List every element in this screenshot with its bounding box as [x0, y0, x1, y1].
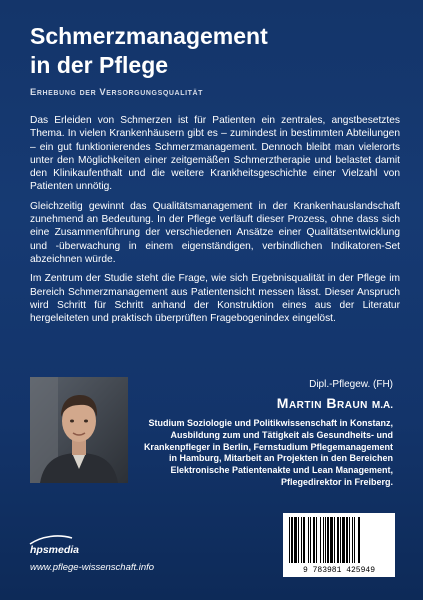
title-line-2: in der Pflege: [30, 52, 169, 78]
author-name-text: Martin Braun: [276, 395, 368, 411]
author-bio: Studium Soziologie und Politikwissenschaft in Konstanz, Ausbildung zum und Tätigkeit als Gesundheits- und Krankenpfleger in Berlin, Fernstudium Pflegemanagement in Hamburg, Mitarbeit an Projekten in den Bereichen Elektronische Patientenakte und Lean Management, Pflegedirektor in Freiberg.: [143, 418, 393, 487]
author-name: [277, 395, 393, 411]
title-line-1: Schmerzmanagement: [30, 23, 268, 49]
publisher-logo: [30, 544, 79, 556]
author-photo: [30, 377, 128, 483]
blurb: [30, 114, 400, 331]
blurb-paragraph-1: Das Erleiden von Schmerzen ist für Patienten ein zentrales, angstbesetztes Thema. In vielen Krankenhäusern gibt es – zumindest in bestimmten Abteilungen – ein gut funktionierendes Schmerzmanagement. Dennoch bleibt man vielerorts unter den Möglichkeiten einer zeitgemäßen Schmerztherapie und belastet damit den Klinikaufenthalt und die weitere Krankheitsgeschichte einer Vielzahl von Patienten unnötig.: [30, 115, 400, 193]
publisher-website: www.pflege-wissenschaft.info: [30, 562, 155, 573]
isbn-barcode: [283, 513, 395, 577]
blurb-paragraph-3: Im Zentrum der Studie steht die Frage, wie sich Ergebnisqualität in der Pflege im Bereich Schmerzmanagement aus Patientensicht messen lässt. Dieser Anspruch wird Schritt für Schritt anhand der Konstruktion eines aus der Literatur hergeleiteten und praktisch überprüften Fragebogenindex eingelöst.: [30, 273, 400, 325]
publisher-swoosh-icon: [28, 534, 74, 548]
isbn-number: 9 783981 425949: [302, 566, 375, 575]
author-portrait-image: [30, 377, 128, 483]
publisher-logo-text: hpsmedia: [30, 544, 80, 556]
author-degree: M.A.: [371, 400, 393, 411]
book-title: [30, 22, 410, 80]
barcode-bars-icon: [289, 517, 389, 563]
book-subtitle: Erhebung der Versorgungsqualität: [30, 86, 204, 97]
author-credential: Dipl.-Pflegew. (FH): [309, 379, 393, 390]
blurb-paragraph-2: Gleichzeitig gewinnt das Qualitätsmanagement in der Krankenhauslandschaft zunehmend an Bedeutung. In der Pflege verläuft dieser Prozess, ohne dass sich eine Zusammenführung der verschiedenen Ansätze einer Qualitätsentwicklung und -überwachung in einem eigenständigen, verbindlichen Indikatoren-Set abzeichnen würde.: [30, 200, 400, 265]
